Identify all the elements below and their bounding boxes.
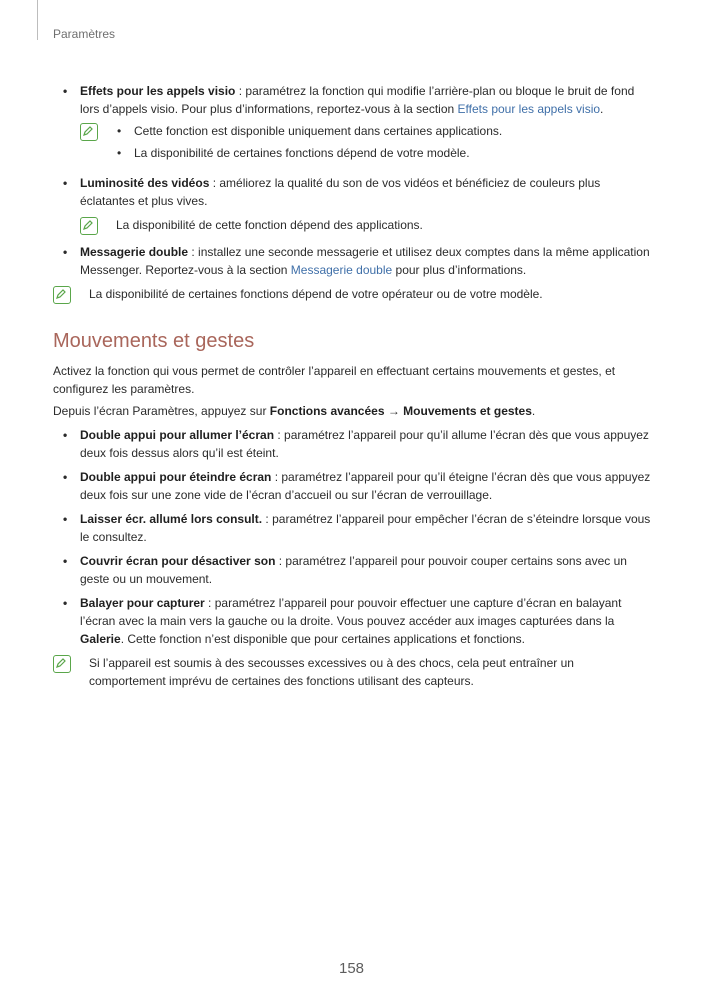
note-text: Si l’appareil est soumis à des secousses excessives ou à des chocs, cela peut entraîner un comportement imprévu de certaines des fonctions utilisant des capteurs.: [89, 656, 574, 688]
item-term: Luminosité des vidéos: [80, 176, 210, 190]
pencil-note-icon: [53, 655, 71, 673]
path-item: Fonctions avancées: [269, 404, 385, 418]
list-item: [53, 510, 653, 546]
item-term: Balayer pour capturer: [80, 596, 205, 610]
note-box: [53, 654, 653, 690]
item-text: : paramétrez la fonction qui modifie l’arrière-plan ou bloque le bruit de fond lors d’appels visio. Pour plus d’informations, reportez-vous à la section: [80, 84, 635, 116]
item-term: Laisser écr. allumé lors consult.: [80, 512, 263, 526]
note-sub-item: • Cette fonction est disponible uniquement dans certaines applications.: [117, 124, 503, 138]
bullet-dot: •: [63, 596, 68, 610]
list-item: [53, 594, 653, 648]
item-term-gallery: Galerie: [80, 632, 121, 646]
note-box: [80, 122, 653, 166]
pencil-note-icon: [80, 123, 98, 141]
bullet-dot: •: [63, 84, 68, 98]
section-intro: Activez la fonction qui vous permet de contrôler l’appareil en effectuant certains mouvements et gestes, et configurez les paramètres.: [53, 364, 616, 396]
bullet-dot: •: [63, 176, 68, 190]
note-box: [53, 285, 653, 304]
item-term: Couvrir écran pour désactiver son: [80, 554, 276, 568]
link-video-call-effects[interactable]: Effets pour les appels visio: [457, 102, 601, 116]
link-dual-messenger[interactable]: Messagerie double: [290, 263, 393, 277]
list-item-dual-messenger: [53, 243, 653, 279]
bullet-dot: •: [63, 554, 68, 568]
list-item: [53, 426, 653, 462]
item-text: : paramétrez l’appareil pour qu’il éteigne l’écran dès que vous appuyez deux fois sur une zone vide de l’écran d’accueil ou sur l’écran de verrouillage.: [80, 470, 651, 502]
header-rule: [37, 0, 38, 40]
item-text-end: . Cette fonction n’est disponible que pour certaines applications et fonctions.: [120, 632, 525, 646]
note-box: [80, 216, 653, 235]
pencil-note-icon: [80, 217, 98, 235]
item-text: : installez une seconde messagerie et utilisez deux comptes dans la même application Messenger. Reportez-vous à la section: [80, 245, 650, 277]
note-text: La disponibilité de cette fonction dépend des applications.: [116, 218, 423, 232]
bullet-dot: •: [63, 470, 68, 484]
note-text: La disponibilité de certaines fonctions dépend de votre opérateur ou de votre modèle.: [89, 287, 543, 301]
item-term: Messagerie double: [80, 245, 189, 259]
list-item: [53, 468, 653, 504]
list-item-video-call-effects: [53, 82, 653, 166]
motion-options-list: [53, 426, 653, 648]
bullet-dot: •: [117, 124, 122, 138]
item-text: : paramétrez l’appareil pour pouvoir effectuer une capture d’écran en balayant l’écran avec la main vers la gauche ou la droite. Vous pouvez accéder aux images capturées dans la: [80, 596, 622, 628]
path-item: Mouvements et gestes: [403, 404, 532, 418]
page-header-title: Paramètres: [53, 27, 116, 41]
item-text-end: .: [600, 102, 604, 116]
arrow-icon: →: [384, 404, 404, 418]
section-title: Mouvements et gestes: [53, 330, 255, 352]
list-item: [53, 552, 653, 588]
navigation-path: Depuis l’écran Paramètres, appuyez sur Fonctions avancées → Mouvements et gestes.: [53, 404, 536, 418]
item-text-end: pour plus d’informations.: [392, 263, 527, 277]
bullet-dot: •: [63, 512, 68, 526]
page-content: [53, 82, 653, 698]
bullet-dot: •: [63, 245, 68, 259]
item-text: : paramétrez l’appareil pour empêcher l’écran de s’éteindre lorsque vous le consultez.: [80, 512, 651, 544]
bullet-dot: •: [117, 146, 122, 160]
item-term: Double appui pour allumer l’écran: [80, 428, 275, 442]
list-item-video-brightness: [53, 174, 653, 235]
pencil-note-icon: [53, 286, 71, 304]
item-term: Double appui pour éteindre écran: [80, 470, 272, 484]
item-text: : améliorez la qualité du son de vos vidéos et bénéficiez de couleurs plus éclatantes et plus vives.: [80, 176, 601, 208]
item-text: : paramétrez l’appareil pour pouvoir couper certains sons avec un geste ou un mouvement.: [80, 554, 627, 586]
page-number: 158: [338, 960, 365, 977]
note-sub-item: • La disponibilité de certaines fonctions dépend de votre modèle.: [117, 146, 470, 160]
bullet-dot: •: [63, 428, 68, 442]
item-term: Effets pour les appels visio: [80, 84, 236, 98]
top-bullet-list: [53, 82, 653, 279]
item-text: : paramétrez l’appareil pour qu’il allume l’écran dès que vous appuyez deux fois dessus alors qu’il est éteint.: [80, 428, 649, 460]
note-sub-list: [116, 122, 653, 166]
